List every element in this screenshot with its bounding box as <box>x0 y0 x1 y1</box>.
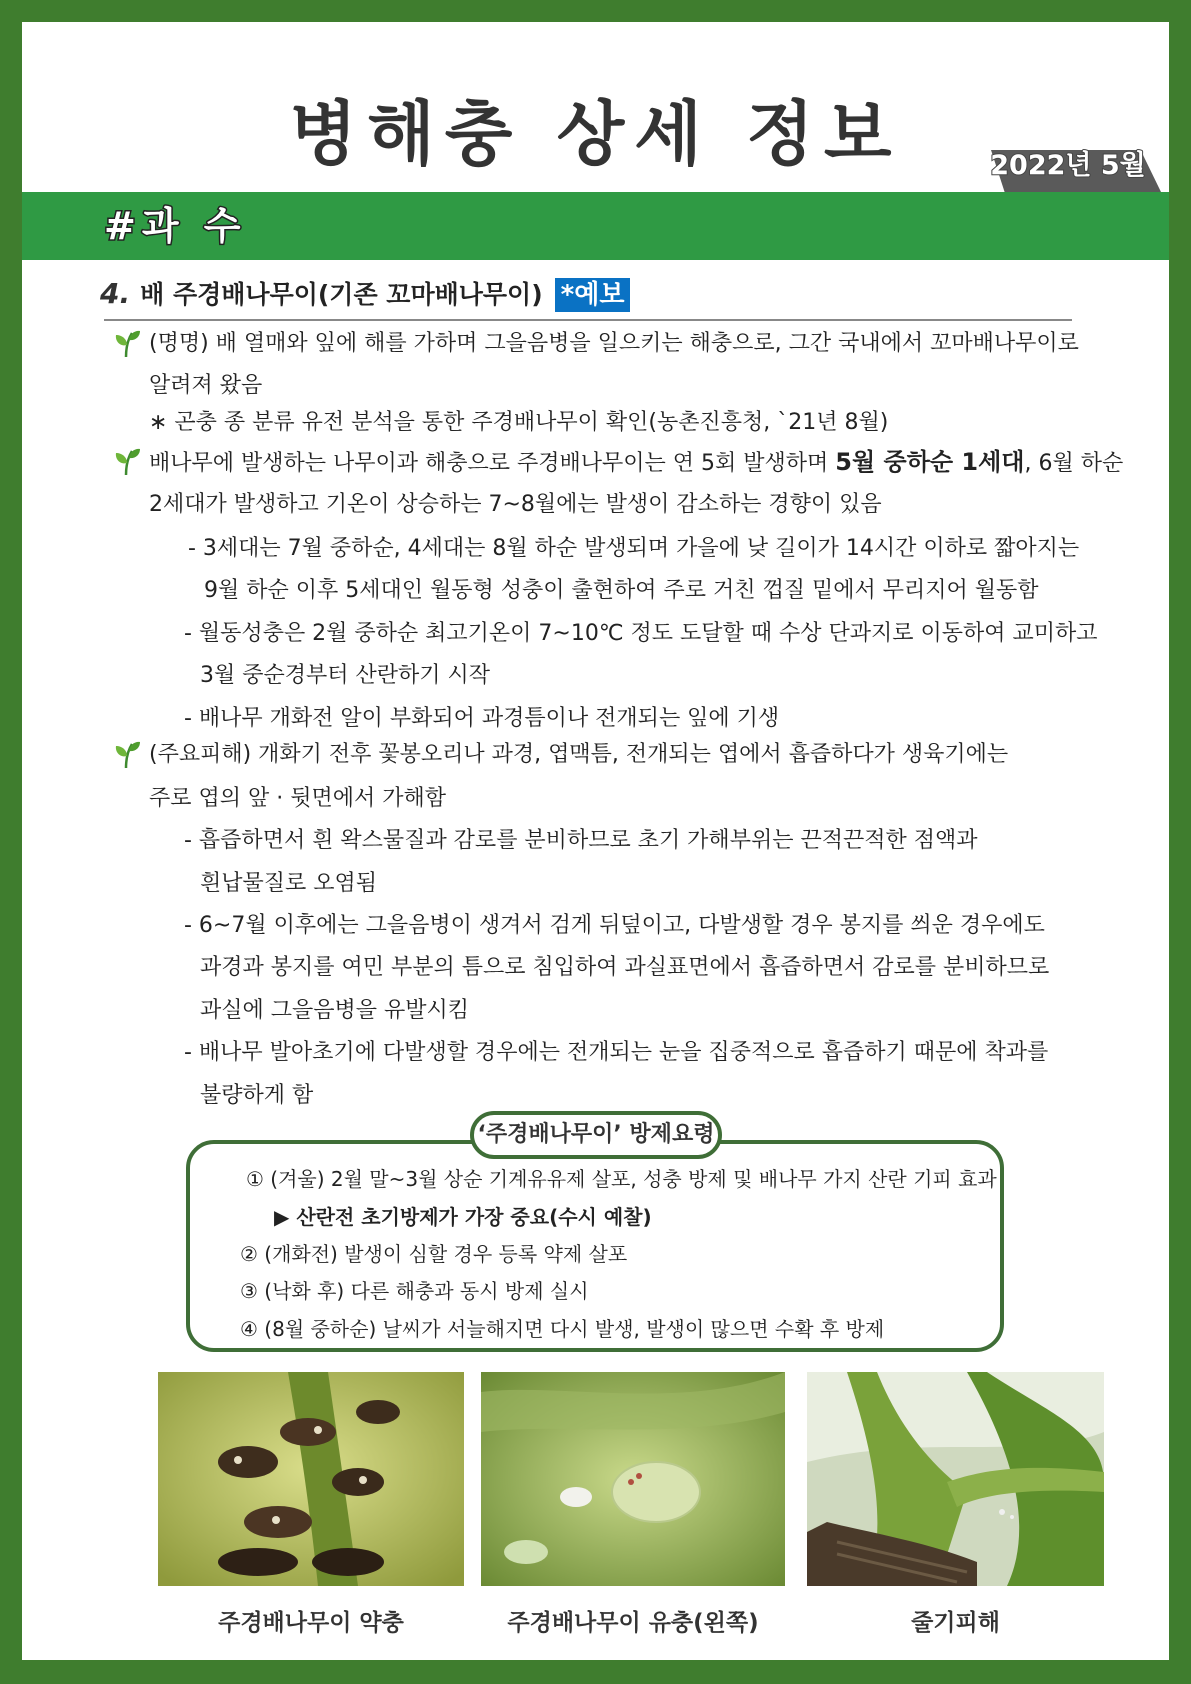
stem-photo-image <box>807 1372 1104 1586</box>
dash-item: - 6~7월 이후에는 그을음병이 생겨서 검게 뒤덮이고, 다발생할 경우 봉지를 씌운 경우에도 <box>184 913 1045 938</box>
dash-item-cont: 흰납물질로 오염됨 <box>200 871 378 896</box>
leaf-bullet-icon <box>112 445 142 477</box>
control-item-sub: ▶ 산란전 초기방제가 가장 중요(수시 예찰) <box>274 1205 652 1229</box>
section-divider <box>104 319 1072 321</box>
photo-stem <box>807 1372 1104 1586</box>
date-badge <box>983 146 1161 192</box>
control-item: ④ (8월 중하순) 날씨가 서늘해지면 다시 발생, 발생이 많으면 수확 후 방제 <box>240 1317 885 1341</box>
control-item: ③ (낙화 후) 다른 해충과 동시 방제 실시 <box>240 1279 589 1303</box>
text-line <box>149 447 1123 479</box>
leaf-bullet-icon <box>112 738 142 770</box>
photo-caption: 주경배나무이 유충(왼쪽) <box>507 1610 759 1636</box>
section-number: 4. <box>100 277 131 310</box>
photo-larva <box>481 1372 785 1586</box>
dash-item: - 3세대는 7월 중하순, 4세대는 8월 하순 발생되며 가을에 낮 길이가 14시간 이하로 짧아지는 <box>188 536 1080 561</box>
dash-item: - 흡즙하면서 흰 왁스물질과 감로를 분비하므로 초기 가해부위는 끈적끈적한 점액과 <box>184 828 978 853</box>
note-line: ∗ 곤충 종 분류 유전 분석을 통한 주경배나무이 확인(농촌진흥청, `21년 8월) <box>149 410 889 435</box>
date-text: 2022년 5월 <box>990 150 1146 181</box>
page-title: 병해충 상세 정보 <box>289 93 902 175</box>
nymph-photo-image <box>158 1372 464 1586</box>
category-label: #과 수 <box>104 204 247 248</box>
section-heading <box>100 274 630 314</box>
photo-caption: 주경배나무이 약충 <box>218 1610 404 1636</box>
text-line: 알려져 왔음 <box>149 373 263 398</box>
photo-caption: 줄기피해 <box>911 1610 1000 1636</box>
dash-item-cont: 과실에 그을음병을 유발시킴 <box>200 998 470 1023</box>
control-item: ② (개화전) 발생이 심할 경우 등록 약제 살포 <box>240 1242 628 1266</box>
dash-item: - 배나무 개화전 알이 부화되어 과경틈이나 전개되는 잎에 기생 <box>184 706 780 731</box>
dash-item-cont: 9월 하순 이후 5세대인 월동형 성충이 출현하여 주로 거친 껍질 밑에서 무리지어 월동함 <box>204 578 1039 603</box>
category-band <box>22 192 1169 260</box>
dash-item: - 월동성충은 2월 중하순 최고기온이 7~10℃ 정도 도달할 때 수상 단과지로 이동하여 교미하고 <box>184 621 1098 646</box>
text-line: 주로 엽의 앞 · 뒷면에서 가해함 <box>149 786 446 811</box>
control-box-title: ‘주경배나무이’ 방제요령 <box>470 1111 722 1159</box>
text-span: , 6월 하순 <box>1024 451 1124 476</box>
leaf-bullet-icon <box>112 327 142 359</box>
text-line: 2세대가 발생하고 기온이 상승하는 7~8월에는 발생이 감소하는 경향이 있음 <box>149 492 882 517</box>
section-title: 배 주경배나무이(기존 꼬마배나무이) <box>140 280 543 309</box>
larva-photo-image <box>481 1372 785 1586</box>
emphasis-text: 5월 중하순 1세대 <box>835 448 1025 476</box>
control-item: ① (겨울) 2월 말~3월 상순 기계유유제 살포, 성충 방제 및 배나무 가지 산란 기피 효과 <box>246 1167 997 1191</box>
dash-item-cont: 불량하게 함 <box>200 1083 314 1108</box>
text-line: (명명) 배 열매와 잎에 해를 가하며 그을음병을 일으키는 해충으로, 그간 국내에서 꼬마배나무이로 <box>149 331 1079 356</box>
text-span: 배나무에 발생하는 나무이과 해충으로 주경배나무이는 연 5회 발생하며 <box>149 451 836 476</box>
text-line: (주요피해) 개화기 전후 꽃봉오리나 과경, 엽맥틈, 전개되는 엽에서 흡즙하다가 생육기에는 <box>149 742 1009 767</box>
dash-item-cont: 3월 중순경부터 산란하기 시작 <box>200 663 491 688</box>
photo-nymph <box>158 1372 464 1586</box>
dash-item-cont: 과경과 봉지를 여민 부분의 틈으로 침입하여 과실표면에서 흡즙하면서 감로를 분비하므로 <box>200 955 1050 980</box>
forecast-tag: *예보 <box>555 278 631 312</box>
dash-item: - 배나무 발아초기에 다발생할 경우에는 전개되는 눈을 집중적으로 흡즙하기 때문에 착과를 <box>184 1040 1049 1065</box>
